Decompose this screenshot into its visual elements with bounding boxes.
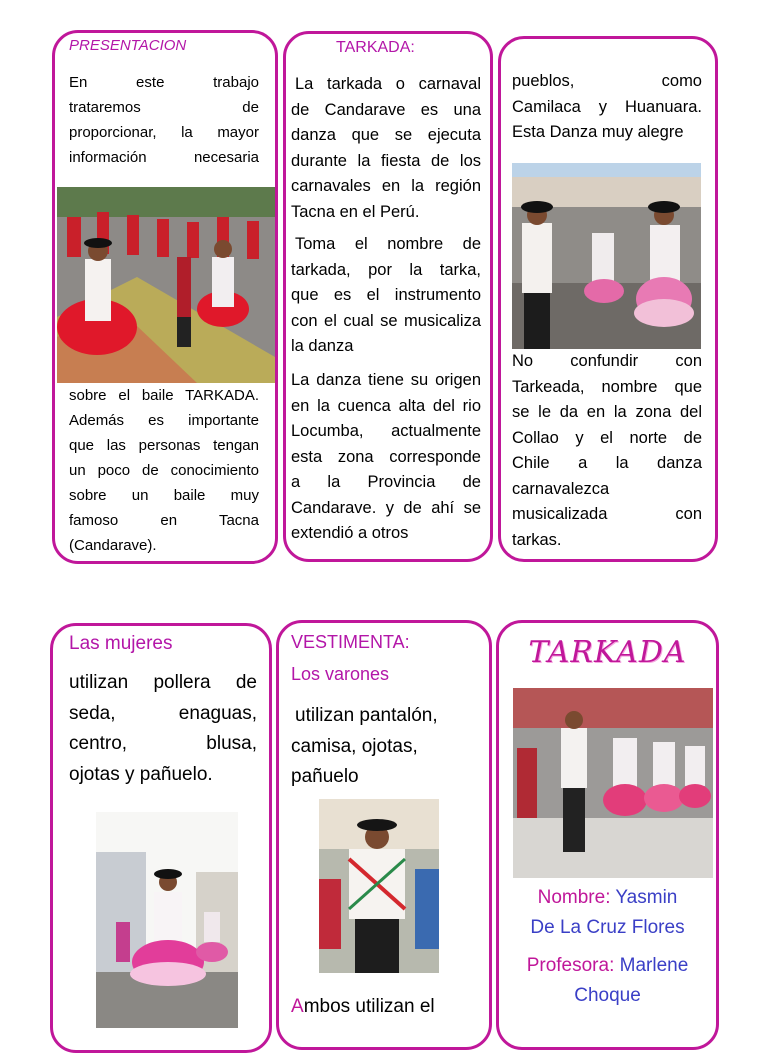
- drop-initial: A: [291, 996, 304, 1017]
- tarkada-heading: TARKADA:: [336, 39, 415, 56]
- text-line: ojotas y pañuelo.: [69, 763, 213, 785]
- continuacion-top: [512, 69, 702, 146]
- text-line: famoso en Tacna: [69, 512, 259, 529]
- text-line: la danza: [291, 337, 354, 355]
- dance-photo-woman: [96, 812, 238, 1028]
- text-line: extendió a otros: [291, 524, 409, 542]
- text-line: No confundir con: [512, 352, 702, 370]
- text-line: sobre el baile TARKADA.: [69, 387, 259, 404]
- text-line: con el cual se musicaliza: [291, 311, 481, 330]
- text-line: En este trabajo: [69, 74, 259, 91]
- text-line: camisa, ojotas,: [291, 735, 418, 757]
- text-line: centro, blusa,: [69, 733, 257, 754]
- text-line: musicalizada con: [512, 505, 702, 523]
- dance-photo-couples: [512, 163, 701, 349]
- varones-text: [291, 701, 481, 793]
- text-line: La danza tiene su origen: [291, 371, 481, 389]
- text-line: Además es importante: [69, 412, 259, 429]
- profesora-first: Marlene: [619, 955, 689, 976]
- text-line: durante la fiesta de los: [291, 151, 481, 170]
- continuacion-bottom: [512, 349, 702, 553]
- text-line: Esta Danza muy alegre: [512, 123, 684, 141]
- text-line: Toma el nombre de: [295, 235, 481, 253]
- dance-photo-man: [319, 799, 439, 973]
- tarkada-paragraph-3: [291, 368, 481, 547]
- mujeres-text: [69, 668, 257, 790]
- text-line: a la Provincia de: [291, 473, 481, 491]
- text-line: que las personas tengan: [69, 437, 259, 454]
- text-line: danza que se ejecuta: [291, 126, 481, 144]
- text-line: Candarave. y de ahí se: [291, 498, 481, 517]
- text-line: carnavales en la región: [291, 177, 481, 195]
- footer-text: mbos utilizan el: [303, 996, 435, 1017]
- text-line: carnavalezca: [512, 479, 610, 498]
- vestimenta-heading: VESTIMENTA:: [291, 632, 410, 652]
- text-line: pañuelo: [291, 766, 359, 787]
- dance-photo-street: [57, 187, 275, 383]
- text-line: un poco de conocimiento: [69, 462, 259, 479]
- text-line: que es el instrumento: [291, 286, 481, 304]
- tarkada-paragraph-2: [291, 232, 481, 360]
- text-line: de Candarave es una: [291, 100, 481, 119]
- dance-photo-group: [513, 688, 713, 878]
- text-line: Tarkeada, nombre que: [512, 377, 702, 396]
- text-line: Chile a la danza: [512, 454, 702, 472]
- varones-heading: Los varones: [291, 664, 390, 684]
- text-line: se le da en la zona del: [512, 403, 702, 421]
- text-line: utilizan pollera de: [69, 672, 257, 693]
- text-line: Locumba, actualmente: [291, 422, 481, 440]
- vestimenta-footer: [291, 992, 435, 1022]
- nombre-first: Yasmin: [615, 887, 678, 908]
- text-line: en la cuenca alta del rio: [291, 396, 481, 415]
- panel-continuacion: [498, 36, 718, 562]
- text-line: Collao y el norte de: [512, 428, 702, 447]
- text-line: trataremos de: [69, 99, 259, 116]
- presentacion-intro: [69, 70, 259, 170]
- nombre-label: Nombre:: [537, 887, 611, 908]
- text-line: seda, enaguas,: [69, 702, 257, 724]
- text-line: Camilaca y Huanuara.: [512, 97, 702, 116]
- text-line: esta zona corresponde: [291, 447, 481, 466]
- mujeres-heading: Las mujeres: [69, 633, 173, 654]
- cover-title: TARKADA: [528, 635, 687, 670]
- text-line: información necesaria: [69, 149, 259, 166]
- text-line: proporcionar, la mayor: [69, 124, 259, 141]
- presentacion-heading: PRESENTACION: [69, 37, 187, 54]
- tarkada-paragraph-1: [291, 72, 481, 225]
- nombre-rest: De La Cruz Flores: [530, 917, 685, 938]
- text-line: tarkas.: [512, 530, 562, 549]
- panel-vestimenta: [276, 620, 492, 1050]
- text-line: pueblos, como: [512, 72, 702, 90]
- text-line: La tarkada o carnaval: [295, 75, 481, 93]
- profesora-rest: Choque: [574, 985, 641, 1006]
- text-line: utilizan pantalón,: [295, 705, 438, 726]
- text-line: Tacna en el Perú.: [291, 202, 420, 221]
- panel-presentacion: [52, 30, 278, 564]
- text-line: (Candarave).: [69, 537, 157, 554]
- panel-mujeres: [50, 623, 272, 1053]
- student-name: [499, 883, 716, 943]
- teacher-name: [499, 951, 716, 1011]
- text-line: sobre un baile muy: [69, 487, 259, 504]
- text-line: tarkada, por la tarka,: [291, 260, 481, 279]
- presentacion-continuation: [69, 383, 259, 558]
- profesora-label: Profesora:: [526, 955, 615, 976]
- panel-tarkada: [283, 31, 493, 562]
- panel-portada: [496, 620, 719, 1050]
